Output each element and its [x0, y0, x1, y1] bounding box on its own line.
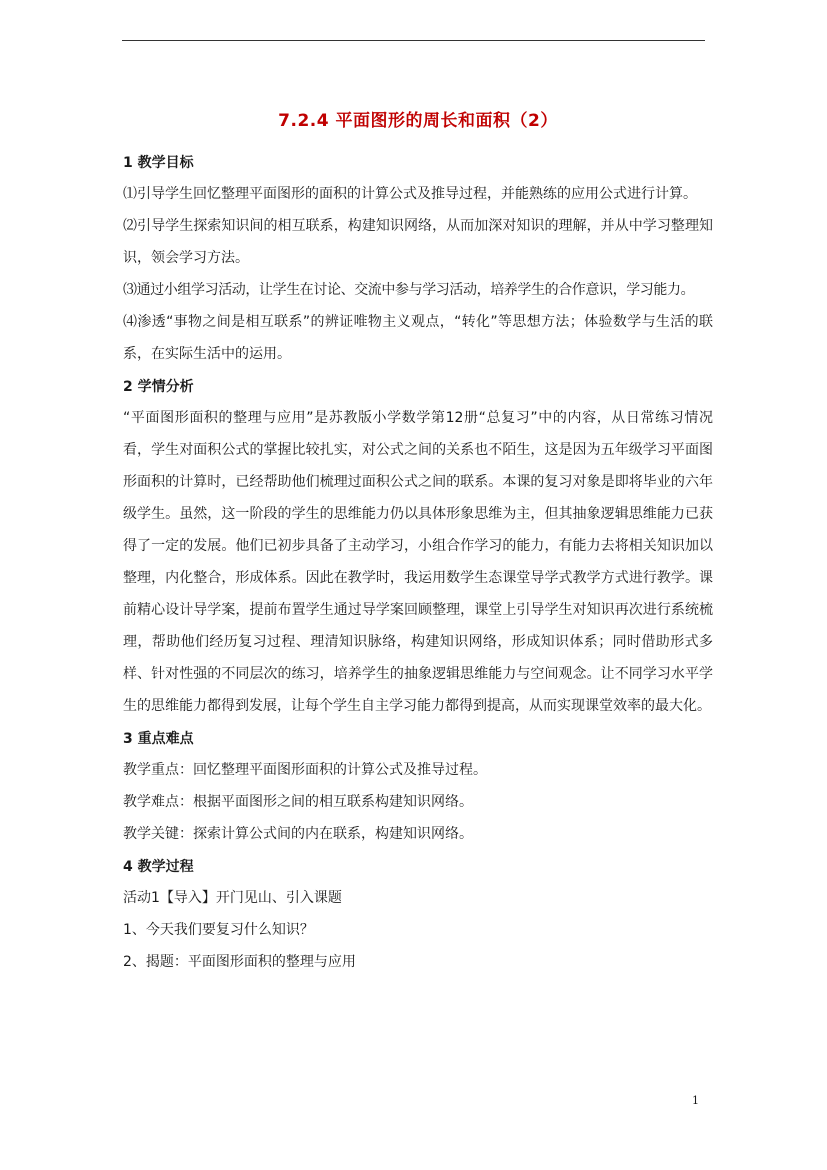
document-body — [123, 108, 713, 978]
goal-item: ⑵引导学生探索知识间的相互联系，构建知识网络，从而加深对知识的理解，并从中学习整理知识，领会学习方法。 — [123, 218, 713, 266]
header-rule — [122, 40, 705, 41]
key-point-item: 教学难点：根据平面图形之间的相互联系构建知识网络。 — [123, 794, 473, 810]
key-point-item: 教学关键：探索计算公式间的内在联系，构建知识网络。 — [123, 826, 473, 842]
analysis-paragraph: “平面图形面积的整理与应用”是苏教版小学数学第12册“总复习”中的内容，从日常练习情况看，学生对面积公式的掌握比较扎实，对公式之间的关系也不陌生，这是因为五年级学习平面图形面积的计算时，已经帮助他们梳理过面积公式之间的联系。本课的复习对象是即将毕业的六年级学生。虽然，这一阶段的学生的思维能力仍以具体形象思维为主，但其抽象逻辑思维能力已获得了一定的发展。他们已初步具备了主动学习，小组合作学习的能力，有能力去将相关知识加以整理，内化整合，形成体系。因此在教学时，我运用数学生态课堂导学式教学方式进行教学。课前精心设计导学案，提前布置学生通过导学案回顾整理，课堂上引导学生对知识再次进行系统梳理，帮助他们经历复习过程、理清知识脉络，构建知识网络，形成知识体系；同时借助形式多样、针对性强的不同层次的练习，培养学生的抽象逻辑思维能力与空间观念。让不同学习水平学生的思维能力都得到发展，让每个学生自主学习能力都得到提高，从而实现课堂效率的最大化。 — [123, 410, 713, 714]
process-item: 活动1【导入】开门见山、引入课题 — [123, 890, 342, 906]
process-item: 2、揭题：平面图形面积的整理与应用 — [123, 954, 356, 970]
section-heading-key-points: 3 重点难点 — [123, 731, 194, 747]
goal-item: ⑶通过小组学习活动，让学生在讨论、交流中参与学习活动，培养学生的合作意识，学习能力。 — [123, 282, 695, 298]
document-title: 7.2.4 平面图形的周长和面积（2） — [278, 111, 558, 131]
goal-item: ⑴引导学生回忆整理平面图形的面积的计算公式及推导过程，并能熟练的应用公式进行计算。 — [123, 186, 697, 202]
goal-item: ⑷渗透“事物之间是相互联系”的辨证唯物主义观点，“转化”等思想方法；体验数学与生活的联系，在实际生活中的运用。 — [123, 314, 713, 362]
page-number: 1 — [692, 1094, 699, 1107]
section-heading-analysis: 2 学情分析 — [123, 379, 194, 395]
process-item: 1、今天我们要复习什么知识？ — [123, 922, 314, 938]
section-heading-process: 4 教学过程 — [123, 859, 194, 875]
section-heading-goals: 1 教学目标 — [123, 155, 194, 171]
key-point-item: 教学重点：回忆整理平面图形面积的计算公式及推导过程。 — [123, 762, 487, 778]
